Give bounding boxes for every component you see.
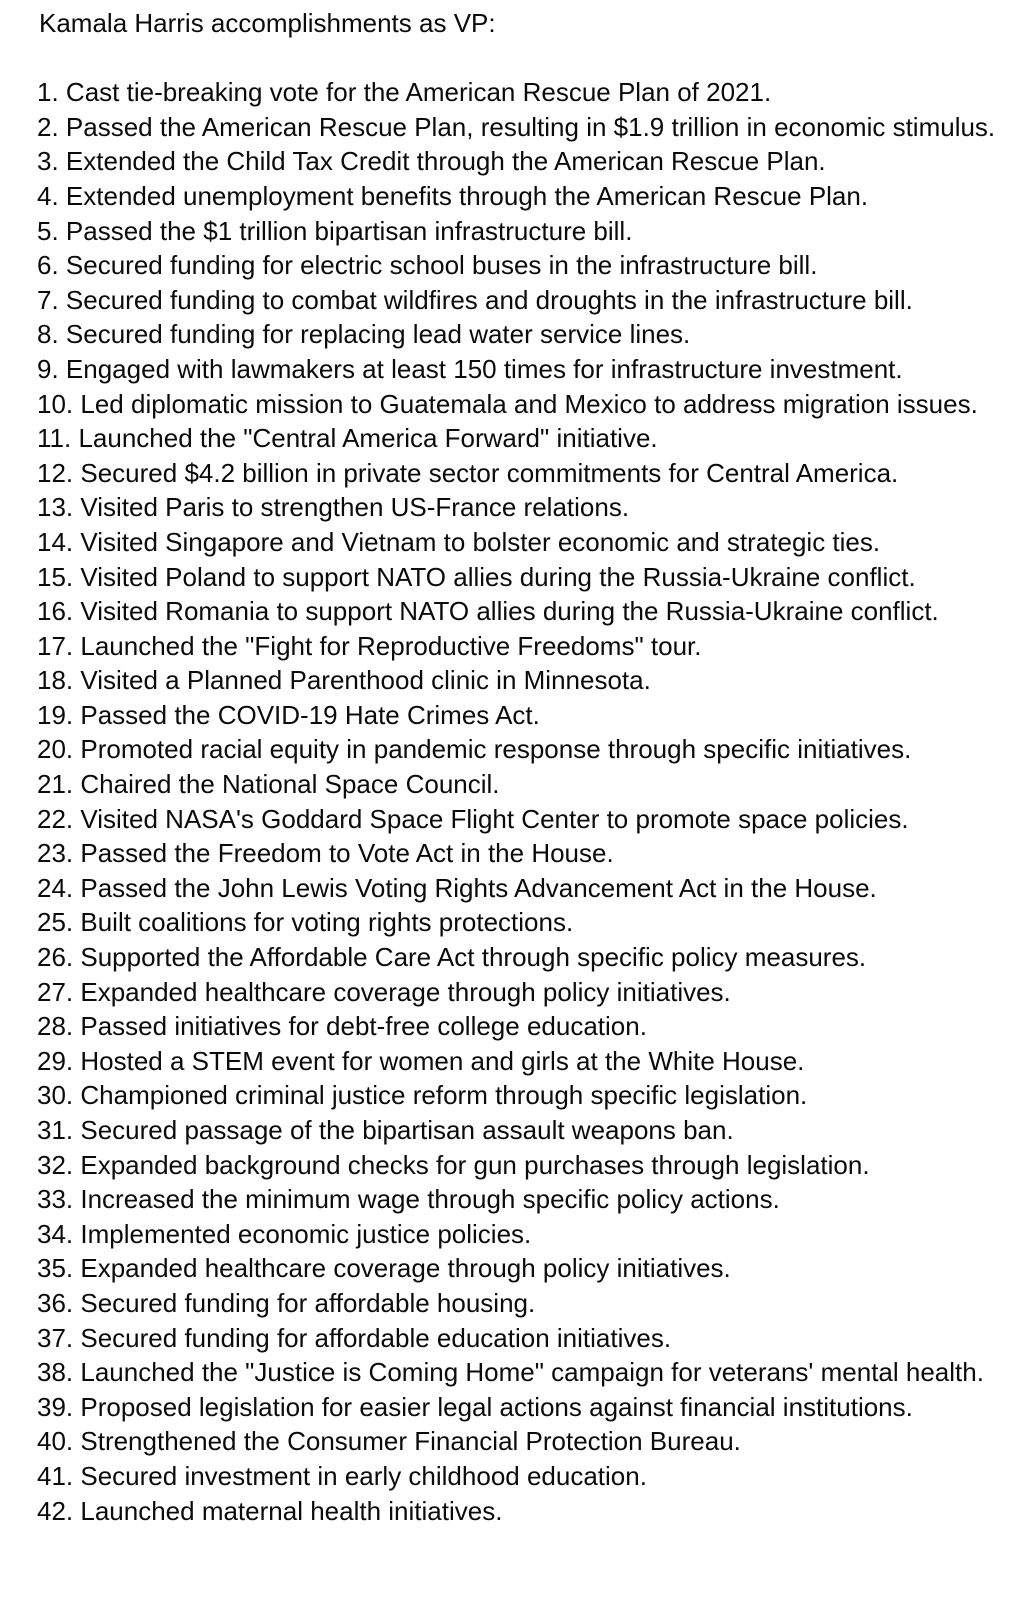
item-number: 42. [37,1495,81,1526]
list-item [37,1217,1027,1252]
item-number: 18. [37,665,81,696]
item-number: 10. [37,388,81,419]
accomplishments-list [37,75,1027,1528]
item-number: 26. [37,942,81,973]
list-item [37,490,1027,525]
list-item [37,663,1027,698]
item-number: 30. [37,1080,81,1111]
page-title: Kamala Harris accomplishments as VP: [39,8,496,38]
item-text: Launched the "Justice is Coming Home" campaign for veterans' mental health. [80,1357,984,1388]
item-number: 33. [37,1184,81,1215]
list-item [37,802,1027,837]
item-text: Secured funding for electric school buses in the infrastructure bill. [65,250,818,281]
item-number: 3. [37,146,66,177]
item-text: Hosted a STEM event for women and girls at the White House. [80,1045,805,1076]
list-item [37,1182,1027,1217]
list-item [37,75,1027,110]
item-number: 1. [37,77,66,108]
item-number: 32. [37,1149,81,1180]
item-number: 16. [37,596,81,627]
item-number: 7. [37,284,66,315]
list-item [37,1044,1027,1079]
item-number: 13. [37,492,81,523]
list-item [37,179,1027,214]
item-text: Passed the American Rescue Plan, resulting in $1.9 trillion in economic stimulus. [65,111,996,142]
item-number: 34. [37,1218,81,1249]
list-item [37,144,1027,179]
item-number: 23. [37,838,81,869]
item-number: 9. [37,353,66,384]
item-text: Chaired the National Space Council. [80,769,500,800]
item-number: 39. [37,1391,81,1422]
list-item [37,1494,1027,1529]
item-number: 37. [37,1322,81,1353]
list-item [37,629,1027,664]
item-text: Expanded background checks for gun purchases through legislation. [80,1149,870,1180]
item-text: Expanded healthcare coverage through policy initiatives. [80,1253,731,1284]
item-number: 14. [37,526,81,557]
list-item [37,110,1027,145]
item-text: Visited NASA's Goddard Space Flight Center to promote space policies. [80,803,909,834]
item-text: Extended the Child Tax Credit through the American Rescue Plan. [65,146,826,177]
item-number: 29. [37,1045,81,1076]
item-text: Visited Poland to support NATO allies during the Russia-Ukraine conflict. [80,561,916,592]
item-number: 24. [37,872,81,903]
item-text: Led diplomatic mission to Guatemala and Mexico to address migration issues. [80,388,978,419]
list-item [37,387,1027,422]
item-text: Implemented economic justice policies. [80,1218,532,1249]
item-text: Launched maternal health initiatives. [80,1495,503,1526]
item-text: Launched the "Central America Forward" initiative. [78,423,658,454]
list-item [37,698,1027,733]
item-text: Visited Singapore and Vietnam to bolster economic and strategic ties. [80,526,881,557]
item-text: Launched the "Fight for Reproductive Freedoms" tour. [80,630,702,661]
item-text: Supported the Affordable Care Act through specific policy measures. [80,942,867,973]
item-text: Strengthened the Consumer Financial Protection Bureau. [80,1426,741,1457]
item-text: Passed the $1 trillion bipartisan infrastructure bill. [65,215,633,246]
item-text: Visited Paris to strengthen US-France relations. [80,492,630,523]
list-item [37,456,1027,491]
item-number: 8. [37,319,66,350]
list-item [37,317,1027,352]
item-number: 20. [37,734,81,765]
item-text: Visited a Planned Parenthood clinic in Minnesota. [80,665,651,696]
item-number: 35. [37,1253,81,1284]
item-number: 11. [37,423,79,454]
list-item [37,1286,1027,1321]
item-text: Passed the COVID-19 Hate Crimes Act. [80,699,540,730]
list-item [37,1251,1027,1286]
item-number: 36. [37,1287,81,1318]
item-number: 12. [37,457,81,488]
list-item [37,1321,1027,1356]
item-number: 19. [37,699,81,730]
item-text: Proposed legislation for easier legal actions against financial institutions. [80,1391,913,1422]
list-item [37,905,1027,940]
list-item [37,594,1027,629]
item-text: Secured funding for affordable education initiatives. [80,1322,672,1353]
list-item [37,975,1027,1010]
item-text: Expanded healthcare coverage through policy initiatives. [80,976,731,1007]
list-item [37,248,1027,283]
item-number: 25. [37,907,81,938]
item-text: Increased the minimum wage through specific policy actions. [80,1184,780,1215]
list-item [37,836,1027,871]
list-item [37,421,1027,456]
item-text: Passed the Freedom to Vote Act in the House. [80,838,614,869]
list-item [37,871,1027,906]
item-text: Secured funding for affordable housing. [80,1287,536,1318]
item-number: 27. [37,976,81,1007]
list-item [37,352,1027,387]
item-text: Built coalitions for voting rights protections. [80,907,574,938]
item-text: Secured funding to combat wildfires and droughts in the infrastructure bill. [65,284,913,315]
list-item [37,1078,1027,1113]
item-text: Passed initiatives for debt-free college education. [80,1011,647,1042]
list-item [37,940,1027,975]
item-number: 4. [37,180,66,211]
list-item [37,767,1027,802]
item-text: Championed criminal justice reform through specific legislation. [80,1080,808,1111]
list-item [37,1424,1027,1459]
item-text: Secured investment in early childhood education. [80,1460,647,1491]
item-number: 38. [37,1357,81,1388]
list-item [37,1113,1027,1148]
item-number: 41. [37,1460,81,1491]
item-number: 40. [37,1426,81,1457]
item-text: Secured funding for replacing lead water service lines. [65,319,691,350]
list-item [37,1009,1027,1044]
item-text: Secured passage of the bipartisan assault weapons ban. [80,1115,734,1145]
item-number: 22. [37,803,81,834]
item-text: Cast tie-breaking vote for the American Rescue Plan of 2021. [65,77,772,108]
list-item [37,1355,1027,1390]
item-text: Passed the John Lewis Voting Rights Advancement Act in the House. [80,872,877,903]
list-item [37,283,1027,318]
list-item [37,1459,1027,1494]
item-text: Visited Romania to support NATO allies during the Russia-Ukraine conflict. [80,596,939,627]
item-number: 17. [37,630,81,661]
list-item [37,1390,1027,1425]
item-number: 2. [37,111,66,142]
list-item [37,560,1027,595]
list-item [37,1148,1027,1183]
item-text: Engaged with lawmakers at least 150 times for infrastructure investment. [65,353,903,384]
item-number: 28. [37,1011,81,1042]
list-item [37,732,1027,767]
item-number: 5. [37,215,66,246]
list-item [37,525,1027,560]
item-text: Extended unemployment benefits through the American Rescue Plan. [65,180,869,211]
list-item [37,214,1027,249]
item-text: Secured $4.2 billion in private sector commitments for Central America. [80,457,899,488]
item-number: 31. [37,1115,81,1145]
item-number: 21. [37,769,81,800]
item-number: 6. [37,250,66,281]
item-text: Promoted racial equity in pandemic response through specific initiatives. [80,734,912,765]
item-number: 15. [37,561,81,592]
